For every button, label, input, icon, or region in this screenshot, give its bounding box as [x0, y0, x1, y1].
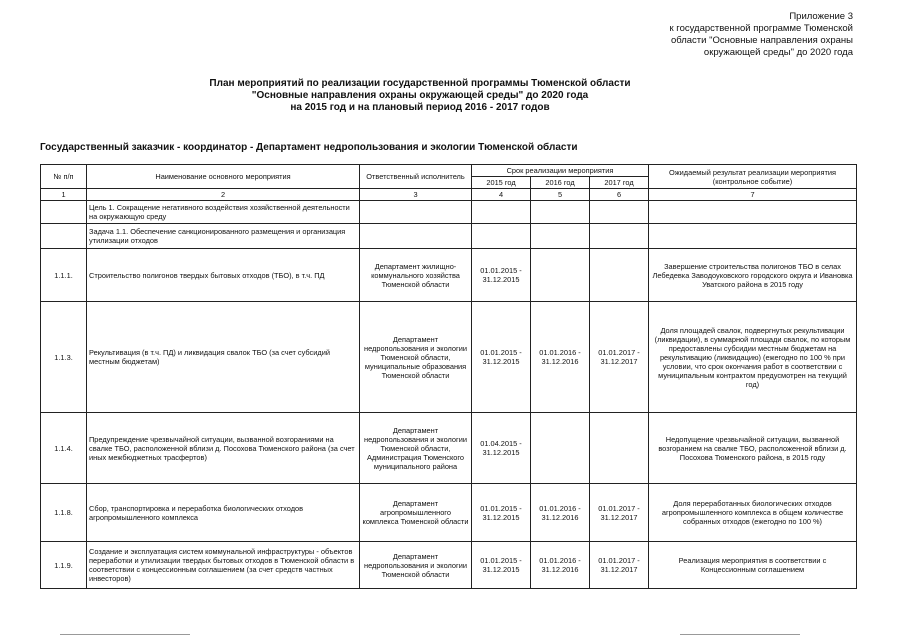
footer-divider — [680, 634, 800, 635]
row-num: 1.1.9. — [41, 542, 87, 589]
row-2017 — [590, 413, 649, 484]
row-2016 — [531, 413, 590, 484]
column-number-row — [41, 189, 857, 201]
column-number: 3 — [360, 189, 472, 201]
column-number: 1 — [41, 189, 87, 201]
task-text: Задача 1.1. Обеспечение санкционированного размещения и организация утилизации отходов — [87, 224, 360, 249]
row-2015: 01.01.2015 - 31.12.2015 — [472, 542, 531, 589]
row-2016: 01.01.2016 - 31.12.2016 — [531, 302, 590, 413]
table-row — [41, 249, 857, 302]
row-2017: 01.01.2017 - 31.12.2017 — [590, 302, 649, 413]
empty-cell — [649, 201, 857, 224]
column-number: 6 — [590, 189, 649, 201]
header-row — [41, 165, 857, 177]
title-line: на 2015 год и на плановый период 2016 - 2017 годов — [290, 102, 550, 113]
row-2017: 01.01.2017 - 31.12.2017 — [590, 542, 649, 589]
row-num: 1.1.3. — [41, 302, 87, 413]
row-2015: 01.01.2015 - 31.12.2015 — [472, 484, 531, 542]
row-executor: Департамент недропользования и экологии Тюменской области, муниципальные образования Тюменской области — [360, 302, 472, 413]
appendix-line: к государственной программе Тюменской — [669, 23, 853, 34]
row-executor: Департамент жилищно-коммунального хозяйства Тюменской области — [360, 249, 472, 302]
appendix-line: Приложение 3 — [789, 11, 853, 22]
appendix-note — [553, 11, 853, 59]
row-executor: Департамент агропромышленного комплекса Тюменской области — [360, 484, 472, 542]
header-num: № п/п — [41, 165, 87, 189]
task-row — [41, 224, 857, 249]
header-2017: 2017 год — [590, 177, 649, 189]
table-row — [41, 413, 857, 484]
plan-table — [40, 164, 857, 589]
appendix-line: области "Основные направления охраны — [670, 35, 853, 46]
customer-heading: Государственный заказчик - координатор - Департамент недропользования и экологии Тюменской области — [40, 142, 578, 153]
goal-text: Цель 1. Сокращение негативного воздействия хозяйственной деятельности на окружающую среду — [87, 201, 360, 224]
empty-cell — [472, 201, 531, 224]
empty-cell — [590, 201, 649, 224]
row-2016: 01.01.2016 - 31.12.2016 — [531, 542, 590, 589]
title-line: План мероприятий по реализации государственной программы Тюменской области — [209, 78, 631, 89]
row-num: 1.1.1. — [41, 249, 87, 302]
goal-row — [41, 201, 857, 224]
column-number: 2 — [87, 189, 360, 201]
row-name: Сбор, транспортировка и переработка биологических отходов агропромышленного комплекса — [87, 484, 360, 542]
header-name: Наименование основного мероприятия — [87, 165, 360, 189]
document-title — [170, 78, 670, 114]
column-number: 5 — [531, 189, 590, 201]
row-2017: 01.01.2017 - 31.12.2017 — [590, 484, 649, 542]
row-result: Реализация мероприятия в соответствии с Концессионным соглашением — [649, 542, 857, 589]
empty-cell — [531, 201, 590, 224]
column-number: 7 — [649, 189, 857, 201]
row-2015: 01.01.2015 - 31.12.2015 — [472, 249, 531, 302]
header-result: Ожидаемый результат реализации мероприятия (контрольное событие) — [649, 165, 857, 189]
header-2016: 2016 год — [531, 177, 590, 189]
empty-cell — [590, 224, 649, 249]
empty-cell — [531, 224, 590, 249]
row-name: Строительство полигонов твердых бытовых отходов (ТБО), в т.ч. ПД — [87, 249, 360, 302]
empty-cell — [360, 224, 472, 249]
header-term: Срок реализации мероприятия — [472, 165, 649, 177]
empty-cell — [360, 201, 472, 224]
empty-cell — [41, 201, 87, 224]
row-name: Предупреждение чрезвычайной ситуации, вызванной возгораниями на свалке ТБО, расположенной вблизи д. Посохова Тюменского района (за счет иных межбюджетных трасфертов) — [87, 413, 360, 484]
appendix-line: окружающей среды" до 2020 года — [703, 47, 853, 58]
empty-cell — [472, 224, 531, 249]
row-executor: Департамент недропользования и экологии Тюменской области — [360, 542, 472, 589]
row-num: 1.1.4. — [41, 413, 87, 484]
row-2015: 01.04.2015 - 31.12.2015 — [472, 413, 531, 484]
empty-cell — [41, 224, 87, 249]
title-line: "Основные направления охраны окружающей среды" до 2020 года — [251, 90, 589, 101]
table-row — [41, 542, 857, 589]
row-name: Рекультивация (в т.ч. ПД) и ликвидация свалок ТБО (за счет субсидий местным бюджетам) — [87, 302, 360, 413]
table-row — [41, 302, 857, 413]
row-result: Завершение строительства полигонов ТБО в селах Лебедевка Заводоуковского городского округа и Ивановка Уватского района в 2015 году — [649, 249, 857, 302]
row-result: Доля переработанных биологических отходов агропромышленного комплекса в общем количестве собранных отходов (ежегодно по 100 %) — [649, 484, 857, 542]
row-2016 — [531, 249, 590, 302]
header-2015: 2015 год — [472, 177, 531, 189]
row-num: 1.1.8. — [41, 484, 87, 542]
row-result: Недопущение чрезвычайной ситуации, вызванной возгоранием на свалке ТБО, расположенной вблизи д. Посохова Тюменского района, в 2015 году — [649, 413, 857, 484]
row-result: Доля площадей свалок, подвергнутых рекультивации (ликвидации), в суммарной площади свалок, по которым предоставлены субсидии местным бюджетам на рекультивацию (ликвидацию) (ежегодно по 100 % при условии, что срок окончания работ в соответствии с муниципальным контрактом предусмотрен на текущий год) — [649, 302, 857, 413]
row-2016: 01.01.2016 - 31.12.2016 — [531, 484, 590, 542]
row-executor: Департамент недропользования и экологии Тюменской области, Администрация Тюменского муниципального района — [360, 413, 472, 484]
header-executor: Ответственный исполнитель — [360, 165, 472, 189]
row-name: Создание и эксплуатация систем коммунальной инфраструктуры - объектов переработки и утилизации твердых бытовых отходов в Тюменской области в соответствии с концессионным соглашением (за счет средств частных инвесторов) — [87, 542, 360, 589]
table-row — [41, 484, 857, 542]
column-number: 4 — [472, 189, 531, 201]
footer-divider — [60, 634, 190, 635]
row-2015: 01.01.2015 - 31.12.2015 — [472, 302, 531, 413]
row-2017 — [590, 249, 649, 302]
empty-cell — [649, 224, 857, 249]
